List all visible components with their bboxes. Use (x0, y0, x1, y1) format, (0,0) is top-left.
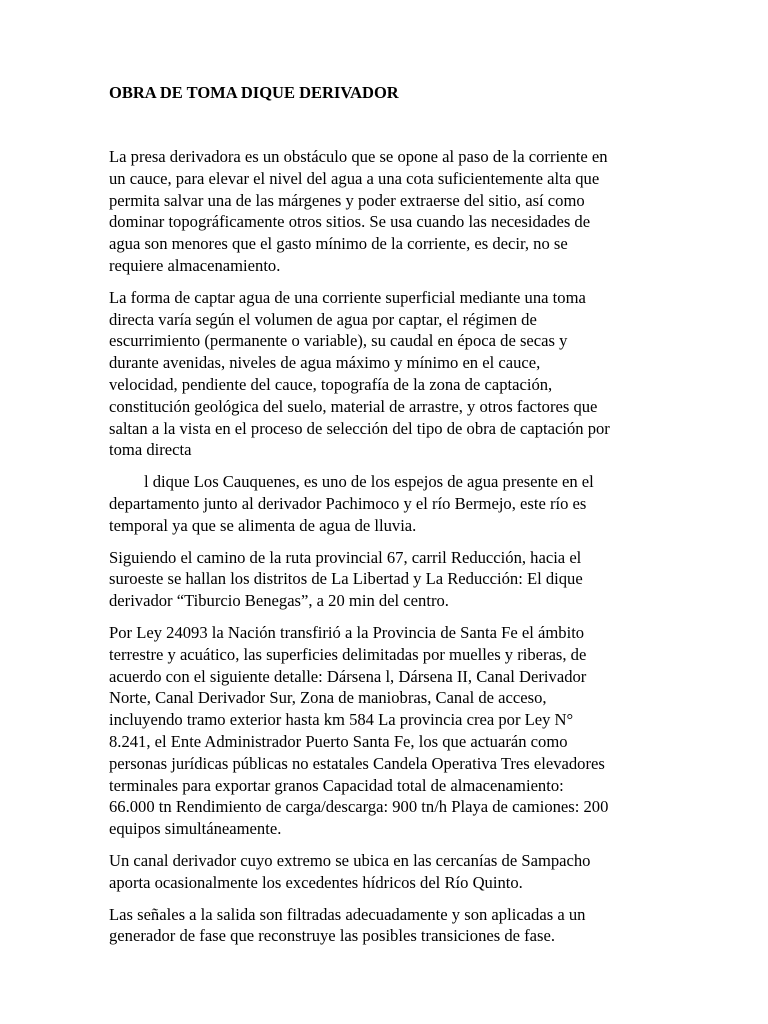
text-line: permita salvar una de las márgenes y poder extraerse del sitio, así como (109, 190, 585, 210)
text-line: La forma de captar agua de una corriente superficial mediante una toma (109, 287, 586, 307)
text-line: requiere almacenamiento. (109, 255, 281, 275)
text-line: un cauce, para elevar el nivel del agua a una cota suficientemente alta que (109, 168, 600, 188)
text-line: incluyendo tramo exterior hasta km 584 La provincia crea por Ley N° (109, 710, 574, 730)
paragraph-ruta-provincial (109, 547, 669, 612)
text-line: saltan a la vista en el proceso de selección del tipo de obra de captación por (109, 418, 610, 438)
text-line: Un canal derivador cuyo extremo se ubica en las cercanías de Sampacho (109, 850, 591, 870)
paragraph-canal-derivador (109, 850, 669, 894)
text-line: 66.000 tn Rendimiento de carga/descarga: 900 tn/h Playa de camiones: 200 (109, 797, 609, 817)
text-line: constitución geológica del suelo, material de arrastre, y otros factores que (109, 396, 598, 416)
text-line: agua son menores que el gasto mínimo de la corriente, es decir, no se (109, 234, 568, 254)
document-page (109, 82, 669, 957)
text-line: Por Ley 24093 la Nación transfirió a la Provincia de Santa Fe el ámbito (109, 622, 585, 642)
text-line: suroeste se hallan los distritos de La Libertad y La Reducción: El dique (109, 569, 583, 589)
document-title: OBRA DE TOMA DIQUE DERIVADOR (109, 83, 399, 102)
text-line: derivador “Tiburcio Benegas”, a 20 min del centro. (109, 591, 449, 611)
text-line: dominar topográficamente otros sitios. Se usa cuando las necesidades de (109, 212, 591, 232)
text-line: toma directa (109, 440, 192, 460)
text-line: 8.241, el Ente Administrador Puerto Santa Fe, los que actuarán como (109, 731, 568, 751)
text-line: l dique Los Cauquenes, es uno de los espejos de agua presente en el (144, 472, 594, 492)
paragraph-senales (109, 904, 669, 948)
text-line: terrestre y acuático, las superficies delimitadas por muelles y riberas, de (109, 644, 587, 664)
text-line: departamento junto al derivador Pachimoco y el río Bermejo, este río es (109, 493, 587, 513)
paragraph-forma-de-captar (109, 287, 669, 461)
text-line: equipos simultáneamente. (109, 819, 282, 839)
text-line: Las señales a la salida son filtradas adecuadamente y son aplicadas a un (109, 904, 586, 924)
text-line: aporta ocasionalmente los excedentes hídricos del Río Quinto. (109, 872, 523, 892)
text-line: terminales para exportar granos Capacidad total de almacenamiento: (109, 775, 564, 795)
text-line: personas jurídicas públicas no estatales Candela Operativa Tres elevadores (109, 753, 605, 773)
paragraph-presa-derivadora (109, 146, 669, 277)
text-line: escurrimiento (permanente o variable), su caudal en época de secas y (109, 331, 568, 351)
paragraph-dique-los-cauquenes (109, 471, 669, 536)
text-line: directa varía según el volumen de agua por captar, el régimen de (109, 309, 537, 329)
paragraph-ley-24093 (109, 622, 669, 840)
text-line: generador de fase que reconstruye las posibles transiciones de fase. (109, 926, 556, 946)
text-line: La presa derivadora es un obstáculo que se opone al paso de la corriente en (109, 147, 608, 166)
text-line: velocidad, pendiente del cauce, topografía de la zona de captación, (109, 374, 553, 394)
text-line: acuerdo con el siguiente detalle: Dársena l, Dársena II, Canal Derivador (109, 666, 587, 686)
text-line: durante avenidas, niveles de agua máximo y mínimo en el cauce, (109, 353, 541, 373)
text-line: Norte, Canal Derivador Sur, Zona de maniobras, Canal de acceso, (109, 688, 547, 708)
text-line: temporal ya que se alimenta de agua de lluvia. (109, 515, 417, 535)
text-line: Siguiendo el camino de la ruta provincial 67, carril Reducción, hacia el (109, 547, 582, 567)
